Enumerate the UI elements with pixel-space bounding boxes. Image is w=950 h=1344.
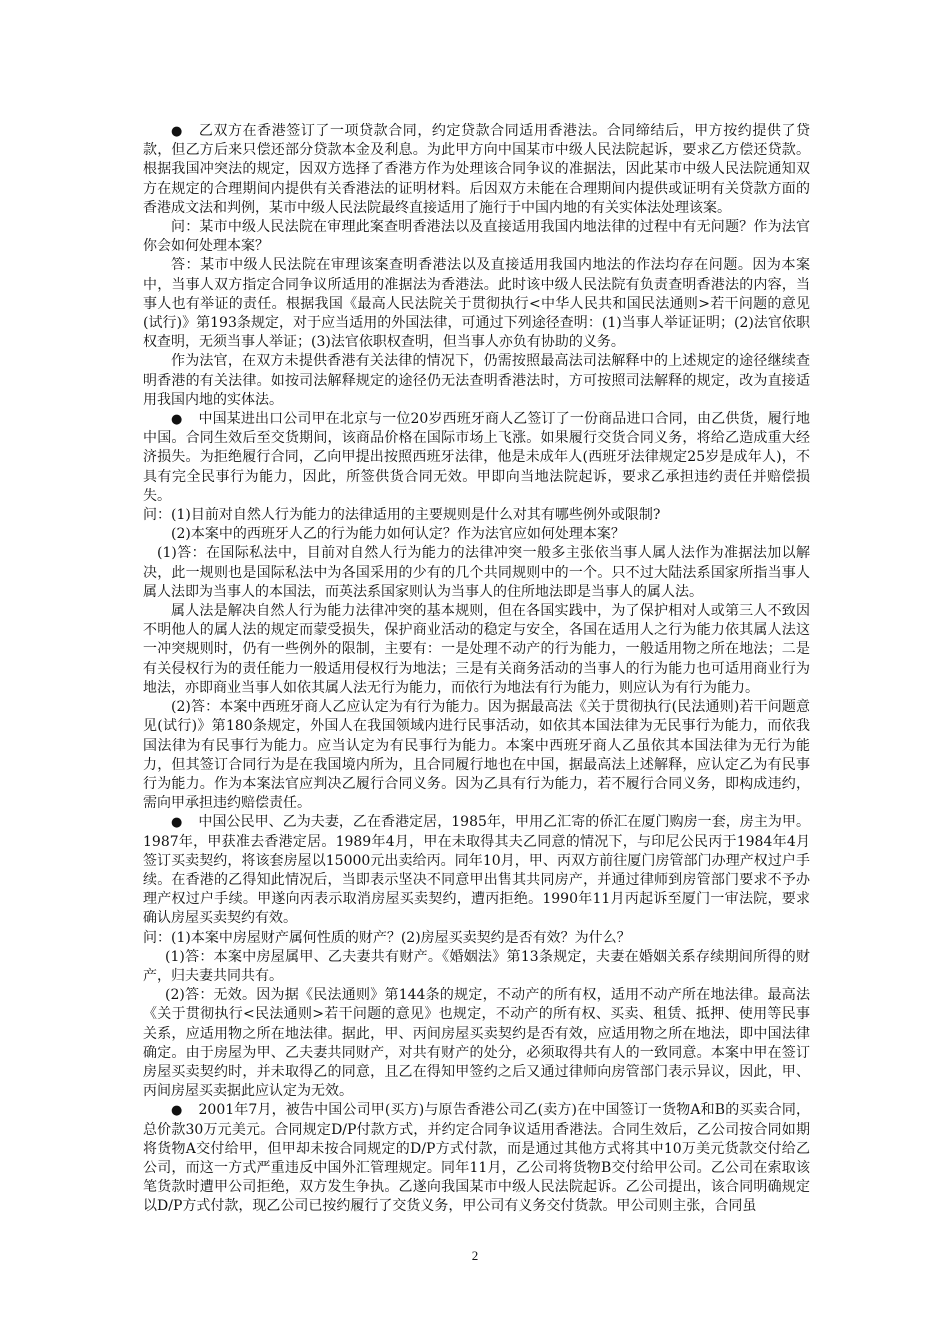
paragraph-question-1: 问：某市中级人民法院在审理此案查明香港法以及直接适用我国内地法律的过程中有无问题？作为法官你会如何处理本案？ [143, 219, 810, 255]
paragraph-question-2b: (2)本案中的西班牙人乙的行为能力如何认定？作为法官应如何处理本案？ [171, 526, 625, 543]
paragraph-answer-3a: (1)答：本案中房屋属甲、乙夫妻共有财产。《婚姻法》第13条规定，夫妻在婚姻关系存续期间所得的财产，归夫妻共同共有。 [143, 948, 810, 984]
paragraph-text: 2001年7月，被告中国公司甲(买方)与原告香港公司乙(卖方)在中国签订一货物A和B的买卖合同，总价款30万元美元。合同规定D/P付款方式，并约定合同争议适用香港法。合同生效后，乙公司按合同如期将货物A交付给甲，但甲却未按合同规定的D/P方式付款，而是通过其他方式将其中10万美元货款交付给乙公司，而这一方式严重违反中国外汇管理规定。同年11月，乙公司将货物B交付给甲公司。乙公司在索取该笔货款时遭甲公司拒绝，双方发生争执。乙遂向我国某市中级人民法院起诉。乙公司提出，该合同明确规定以D/P方式付款，现乙公司已按约履行了交货义务，甲公司有义务交付货款。甲公司则主张，合同虽 [143, 1102, 811, 1215]
document-body [143, 122, 810, 1217]
paragraph-question-3: 问：(1)本案中房屋财产属何性质的财产？(2)房屋买卖契约是否有效？为什么？ [143, 929, 631, 946]
paragraph-case-2 [143, 410, 810, 506]
paragraph-case-4 [143, 1101, 810, 1216]
paragraph-answer-1: 答：某市中级人民法院在审理该案查明香港法以及直接适用我国内地法的作法均存在问题。因为本案中，当事人双方指定合同争议所适用的准据法为香港法。此时该中级人民法院有负责查明香港法的内容，当事人也有举证的责任。根据我国《最高人民法院关于贯彻执行<中华人民共和国民法通则>若干问题的意见(试行)》第193条规定，对于应当适用的外国法律，可通过下列途径查明：(1)当事人举证证明；(2)法官依职权查明，无须当事人举证；(3)法官依职权查明，但当事人亦负有协助的义务。 [143, 257, 810, 351]
bullet-icon: ● [171, 124, 183, 139]
page-number: 2 [471, 1248, 479, 1263]
paragraph-answer-2a-cont: 属人法是解决自然人行为能力法律冲突的基本规则，但在各国实践中，为了保护相对人或第三人不致因不明他人的属人法的规定而蒙受损失，保护商业活动的稳定与安全，各国在适用人之行为能力依其属人法这一冲突规则时，仍有一些例外的限制，主要有：一是处理不动产的行为能力，一般适用物之所在地法；二是有关侵权行为的责任能力一般适用侵权行为地法；三是有关商务活动的当事人的行为能力也可适用商业行为地法，亦即商业当事人如依其属人法无行为能力，而依行为地法有行为能力，则应认为有行为能力。 [143, 603, 810, 696]
paragraph-text: 乙双方在香港签订了一项贷款合同，约定贷款合同适用香港法。合同缔结后，甲方按约提供了贷款，但乙方后来只偿还部分贷款本金及利息。为此甲方向中国某市中级人民法院起诉，要求乙方偿还贷款。根据我国冲突法的规定，因双方选择了香港方作为处理该合同争议的准据法，因此某市中级人民法院通知双方在规定的合理期间内提供有关香港法的证明材料。后因双方未能在合理期间内提供或证明有关贷款方面的香港成文法和判例，某市中级人民法院最终直接适用了施行于中国内地的有关实体法处理该案。 [143, 123, 811, 216]
bullet-icon: ● [171, 1103, 183, 1119]
paragraph-answer-2a: (1)答：在国际私法中，目前对自然人行为能力的法律冲突一般多主张依当事人属人法作为准据法加以解决，此一规则也是国际私法中为各国采用的少有的几个共同规则中的一个。只不过大陆法系国家所指当事人属人法即为当事人的本国法，而英法系国家则认为当事人的住所地法即是当事人的属人法。 [143, 545, 810, 600]
bullet-icon: ● [171, 815, 183, 831]
paragraph-answer-3b: (2)答：无效。因为据《民法通则》第144条的规定，不动产的所有权，适用不动产所在地法律。最高法《关于贯彻执行<民法通则>若干问题的意见》也规定，不动产的所有权、买卖、租赁、抵押、使用等民事关系，应适用物之所在地法律。据此，甲、丙间房屋买卖契约是否有效，应适用物之所在地法，即中国法律确定。由于房屋为甲、乙夫妻共同财产，对共有财产的处分，必须取得共有人的一致同意。本案中甲在签订房屋买卖契约时，并未取得乙的同意，且乙在得知甲签约之后又通过律师向房管部门表示异议，因此，甲、丙间房屋买卖据此应认定为无效。 [143, 987, 810, 1100]
paragraph-answer-1-cont: 作为法官，在双方未提供香港有关法律的情况下，仍需按照最高法司法解释中的上述规定的途径继续查明香港的有关法律。如按司法解释规定的途径仍无法查明香港法时，方可按照司法解释的规定，改为直接适用我国内地的实体法。 [143, 353, 810, 408]
paragraph-question-2a: 问：(1)目前对自然人行为能力的法律适用的主要规则是什么对其有哪些例外或限制? [143, 507, 661, 524]
paragraph-text: 中国某进出口公司甲在北京与一位20岁西班牙商人乙签订了一份商品进口合同，由乙供货，履行地中国。合同生效后至交货期间，该商品价格在国际市场上飞涨。如果履行交货合同义务，将给乙造成重大经济损失。为拒绝履行合同，乙向甲提出按照西班牙法律，他是未成年人(西班牙法律规定25岁是成年人)，不具有完全民事行为能力，因此，所签供货合同无效。甲即向当地法院起诉，要求乙承担违约责任并赔偿损失。 [143, 411, 811, 504]
paragraph-text: 中国公民甲、乙为夫妻，乙在香港定居，1985年，甲用乙汇寄的侨汇在厦门购房一套，房主为甲。1987年，甲获准去香港定居。1989年4月，甲在未取得其夫乙同意的情况下，与印尼公民丙于1984年4月签订买卖契约，将该套房屋以15000元出卖给丙。同年10月，甲、丙双方前往厦门房管部门办理产权过户手续。在香港的乙得知此情况后，当即表示坚决不同意甲出售其共同房产，并通过律师到房管部门要求不予办理产权过户手续。甲遂向丙表示取消房屋买卖契约，遭丙拒绝。1990年11月丙起诉至厦门一审法院，要求确认房屋买卖契约有效。 [143, 814, 811, 927]
bullet-icon: ● [171, 412, 183, 428]
paragraph-case-1 [143, 122, 810, 218]
paragraph-case-3 [143, 813, 810, 928]
paragraph-answer-2b: (2)答：本案中西班牙商人乙应认定为有行为能力。因为据最高法《关于贯彻执行(民法通则)若干问题意见(试行)》第180条规定，外国人在我国领域内进行民事活动，如依其本国法律为无民事行为能力，而依我国法律为有民事行为能力。应当认定为有民事行为能力。本案中西班牙商人乙虽依其本国法律为无行为能力，但其签订合同行为是在我国境内所为，且合同履行地也在中国，据最高法上述解释，应认定乙为有民事行为能力。作为本案法官应判决乙履行合同义务。因为乙具有行为能力，若不履行合同义务，即构成违约，需向甲承担违约赔偿责任。 [143, 699, 810, 812]
